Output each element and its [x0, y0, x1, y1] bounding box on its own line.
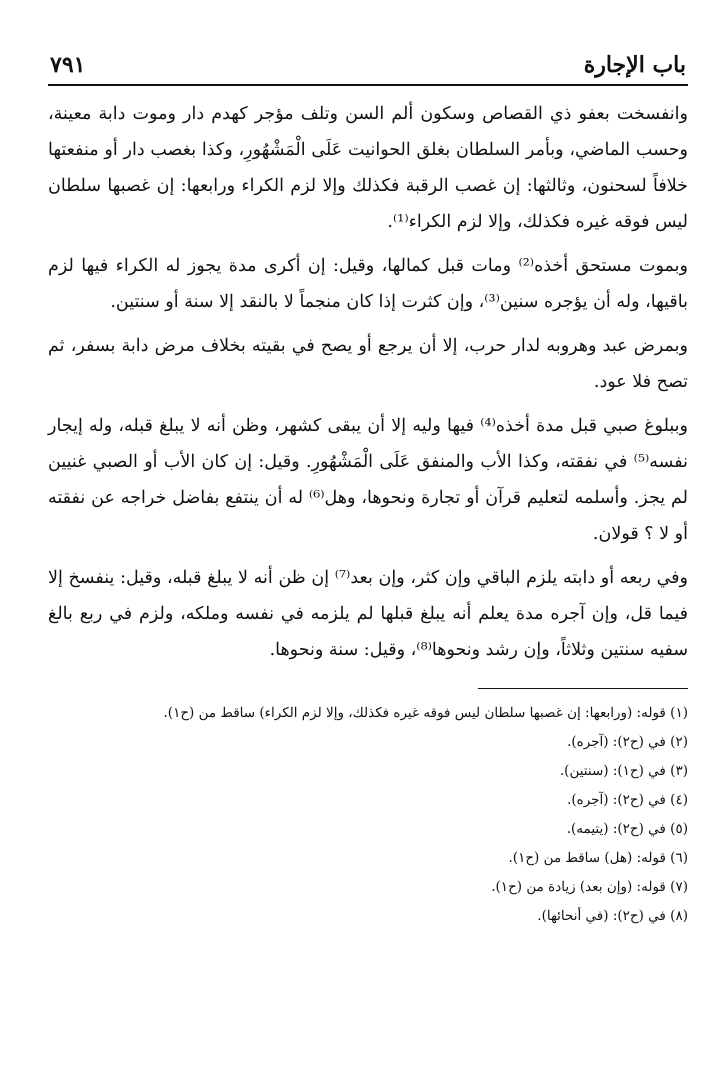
footnote-item: (٣) في (ح١): (سنتين). — [559, 763, 688, 779]
paragraph: وفي ربعه أو دابته يلزم الباقي وإن كثر، وإن بعد⁽⁷⁾ إن ظن أنه لا يبلغ قبله، وقيل: ينفسخ إلا فيما قل، وإن آجره مدة يعلم أنه يبلغ قبلها لم يلزمه في نفسه وملكه، ولزم في ربع بالغ سفيه سنتين وثلاثاً، وإن رشد ونحوها⁽⁸⁾، وقيل: سنة ونحوها. — [48, 568, 688, 660]
book-page — [48, 38, 688, 931]
page-number: ٧٩١ — [50, 52, 86, 78]
paragraph: وببلوغ صبي قبل مدة أخذه⁽⁴⁾ فيها وليه إلا أن يبقى كشهر، وظن أنه لا يبلغ قبله، وله إيجار نفسه⁽⁵⁾ في نفقته، وكذا الأب والمنفق عَلَى الْمَشْهُورِ. وقيل: إن كان الأب أو الصبي غنيين لم يجز. وأسلمه لتعليم قرآن أو تجارة ونحوها، وهل⁽⁶⁾ له أن ينتفع بفاضل خراجه عن نفقته أو لا ؟ قولان. — [48, 416, 688, 544]
footnote-item: (٤) في (ح٢): (آجره). — [567, 792, 688, 808]
footnote-item: (١) قوله: (ورابعها: إن غصبها سلطان ليس فوقه غيره فكذلك، وإلا لزم الكراء) ساقط من (ح١). — [163, 705, 688, 721]
chapter-title: باب الإجارة — [583, 52, 686, 78]
paragraph: وبمرض عبد وهروبه لدار حرب، إلا أن يرجع أو يصح في بقيته بخلاف مرض دابة بسفر، ثم تصح فلا عود. — [48, 336, 688, 392]
footnote-divider — [478, 688, 688, 689]
paragraph: وبموت مستحق أخذه⁽²⁾ ومات قبل كمالها، وقيل: إن أكرى مدة يجوز له الكراء فيها لزم باقيها، وله أن يؤجره سنين⁽³⁾، وإن كثرت إذا كان منجماً لا بالنقد إلا سنة أو سنتين. — [48, 256, 688, 312]
footnote-item: (٨) في (ح٢): (في أنحائها). — [537, 908, 688, 924]
footnotes — [48, 699, 688, 931]
footnote-item: (٢) في (ح٢): (آجره). — [567, 734, 688, 750]
footnote-item: (٥) في (ح٢): (يتيمه). — [566, 821, 688, 837]
footnote-item: (٦) قوله: (هل) ساقط من (ح١). — [508, 850, 688, 866]
main-text — [48, 96, 688, 668]
footnote-item: (٧) قوله: (وإن بعد) زيادة من (ح١). — [491, 879, 688, 895]
page-header — [48, 38, 688, 86]
paragraph: وانفسخت بعفو ذي القصاص وسكون ألم السن وتلف مؤجر كهدم دار وموت دابة معينة، وحسب الماضي، وبأمر السلطان بغلق الحوانيت عَلَى الْمَشْهُورِ، وكذا بغصب دار أو منفعتها خلافاً لسحنون، وثالثها: إن غصب الرقبة فكذلك وإلا لزم الكراء ورابعها: إن غصبها سلطان ليس فوقه غيره فكذلك، وإلا لزم الكراء⁽¹⁾. — [48, 104, 688, 232]
